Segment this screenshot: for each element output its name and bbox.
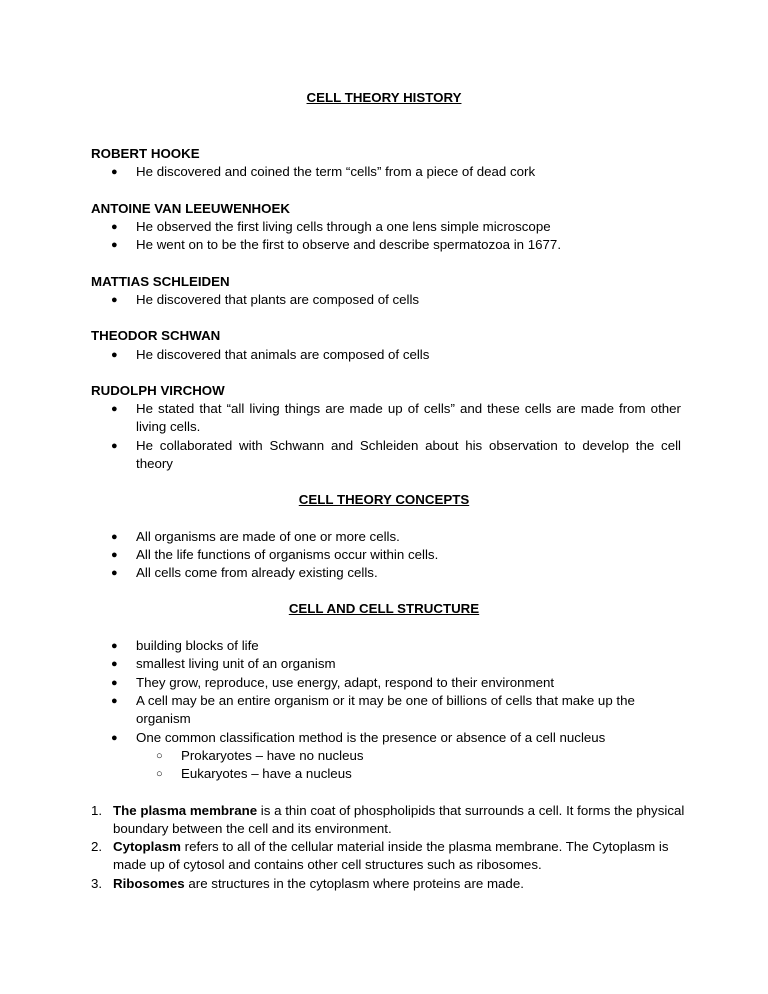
structure-title: CELL AND CELL STRUCTURE bbox=[288, 601, 480, 616]
bullet-icon: ● bbox=[111, 531, 118, 543]
list-item bbox=[91, 291, 681, 309]
scientist-name: RUDOLPH VIRCHOW bbox=[91, 383, 225, 398]
bullet-icon: ● bbox=[111, 640, 118, 652]
list-item-text: Eukaryotes – have a nucleus bbox=[181, 766, 352, 781]
scientist-name: THEODOR SCHWAN bbox=[91, 328, 221, 343]
bullet-icon: ● bbox=[111, 221, 118, 233]
item-text: refers to all of the cellular material inside the plasma membrane. The Cytoplasm is made up of cytosol and contains other cell structures such as ribosomes. bbox=[113, 839, 669, 873]
bullet-icon: ● bbox=[111, 658, 118, 670]
list-item bbox=[91, 346, 681, 364]
list-item-text: He observed the first living cells through a one lens simple microscope bbox=[136, 219, 551, 234]
list-item bbox=[91, 528, 681, 546]
circle-bullet-icon: ○ bbox=[156, 768, 163, 780]
list-item-text: A cell may be an entire organism or it may be one of billions of cells that make up the organism bbox=[136, 693, 635, 727]
list-item-text: Prokaryotes – have no nucleus bbox=[181, 748, 364, 763]
bullet-icon: ● bbox=[111, 294, 118, 306]
list-item-text: All the life functions of organisms occur within cells. bbox=[136, 547, 439, 562]
list-item-text: He discovered that plants are composed of cells bbox=[136, 292, 420, 307]
list-item-text: He discovered and coined the term “cells” from a piece of dead cork bbox=[136, 164, 536, 179]
list-item bbox=[91, 163, 681, 181]
list-item-text: He discovered that animals are composed of cells bbox=[136, 347, 430, 362]
list-item bbox=[91, 692, 681, 728]
item-text: are structures in the cytoplasm where proteins are made. bbox=[184, 876, 524, 891]
concepts-title: CELL THEORY CONCEPTS bbox=[298, 492, 470, 507]
list-item-text: They grow, reproduce, use energy, adapt, respond to their environment bbox=[136, 675, 555, 690]
circle-bullet-icon: ○ bbox=[156, 750, 163, 762]
item-number: 2. bbox=[91, 839, 103, 854]
list-item bbox=[91, 674, 681, 692]
numbered-item bbox=[91, 875, 686, 893]
list-item-text: smallest living unit of an organism bbox=[136, 656, 336, 671]
item-number: 1. bbox=[91, 803, 103, 818]
bullet-icon: ● bbox=[111, 349, 118, 361]
list-item bbox=[91, 546, 681, 564]
sub-list-item bbox=[136, 765, 676, 783]
item-text: is a thin coat of phospholipids that surrounds a cell. It forms the physical boundary between the cell and its environment. bbox=[113, 803, 685, 837]
numbered-item bbox=[91, 838, 686, 874]
list-item-text: He stated that “all living things are made up of cells” and these cells are made from other living cells. bbox=[136, 401, 681, 435]
sub-list-item bbox=[136, 747, 676, 765]
list-item bbox=[91, 437, 681, 473]
scientist-name: MATTIAS SCHLEIDEN bbox=[91, 274, 230, 289]
list-item-text: He went on to be the first to observe and describe spermatozoa in 1677. bbox=[136, 237, 562, 252]
bullet-icon: ● bbox=[111, 677, 118, 689]
list-item-text: building blocks of life bbox=[136, 638, 259, 653]
numbered-item bbox=[91, 802, 686, 838]
scientist-name: ROBERT HOOKE bbox=[91, 146, 200, 161]
bullet-icon: ● bbox=[111, 567, 118, 579]
list-item-text: All cells come from already existing cells. bbox=[136, 565, 378, 580]
item-term: Cytoplasm bbox=[113, 839, 181, 854]
scientist-name: ANTOINE VAN LEEUWENHOEK bbox=[91, 201, 290, 216]
list-item bbox=[91, 637, 681, 655]
item-number: 3. bbox=[91, 876, 103, 891]
item-term: Ribosomes bbox=[113, 876, 185, 891]
list-item bbox=[91, 400, 681, 436]
bullet-icon: ● bbox=[111, 403, 118, 415]
list-item bbox=[91, 564, 681, 582]
list-item bbox=[91, 218, 681, 236]
bullet-icon: ● bbox=[111, 166, 118, 178]
list-item bbox=[91, 655, 681, 673]
bullet-icon: ● bbox=[111, 440, 118, 452]
bullet-icon: ● bbox=[111, 549, 118, 561]
item-term: The plasma membrane bbox=[113, 803, 258, 818]
list-item bbox=[91, 729, 681, 747]
list-item-text: All organisms are made of one or more cells. bbox=[136, 529, 400, 544]
bullet-icon: ● bbox=[111, 239, 118, 251]
list-item-text: He collaborated with Schwann and Schleiden about his observation to develop the cell theory bbox=[136, 438, 681, 472]
list-item bbox=[91, 236, 681, 254]
bullet-icon: ● bbox=[111, 732, 118, 744]
list-item-text: One common classification method is the presence or absence of a cell nucleus bbox=[136, 730, 606, 745]
history-title: CELL THEORY HISTORY bbox=[306, 90, 462, 105]
bullet-icon: ● bbox=[111, 695, 118, 707]
